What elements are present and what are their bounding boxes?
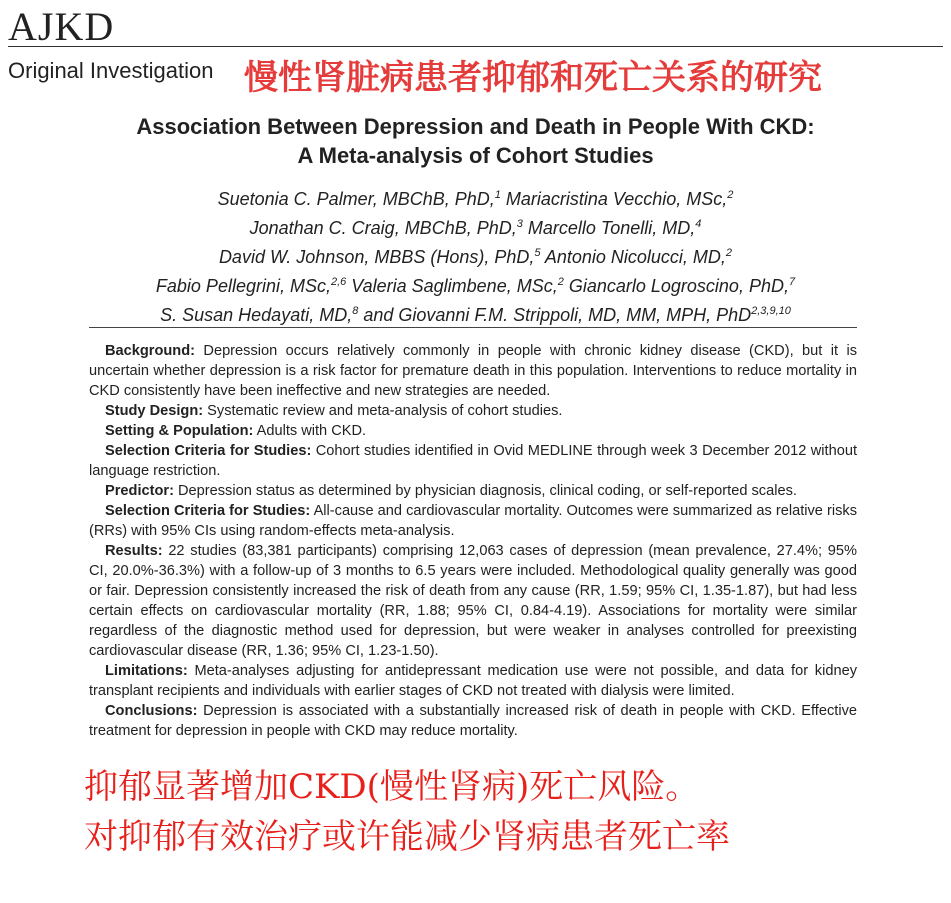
author-line-5 bbox=[0, 299, 951, 328]
author-name: Fabio Pellegrini, MSc, bbox=[155, 276, 331, 296]
abstract-results bbox=[89, 541, 857, 661]
abstract bbox=[89, 341, 857, 741]
abstract-text: Depression is associated with a substantially increased risk of death in people with CKD. Effective treatment for depression in people with CKD may reduce mortality. bbox=[89, 703, 857, 739]
author-name: Mariacristina Vecchio, MSc, bbox=[500, 189, 728, 209]
abstract-text: 22 studies (83,381 participants) comprising 12,063 cases of depression (mean prevalence, 27.4%; 95% CI, 20.0%-36.3%) with a follow-up of 3 months to 6.5 years were included. Methodological quality generally was good or fair. Depression consistently increased the risk of death from any cause (RR, 1.59; 95% CI, 1.35-1.87), but had less certain effects on cardiovascular mortality (RR, 1.88; 95% CI, 0.84-4.19). Associations for mortality were similar regardless of the diagnostic method used for depression, but were weaker in analyses controlled for preexisting cardiovascular disease (RR, 1.36; 95% CI, 1.23-1.50). bbox=[89, 543, 857, 659]
abstract-text: Systematic review and meta-analysis of cohort studies. bbox=[203, 403, 563, 419]
abstract-label: Predictor: bbox=[105, 483, 174, 499]
author-name: Jonathan C. Craig, MBChB, PhD, bbox=[249, 218, 517, 238]
author-line-2 bbox=[0, 212, 951, 241]
abstract-text: Meta-analyses adjusting for antidepressant medication use were not possible, and data for kidney transplant recipients and individuals with earlier stages of CKD not treated with dialysis were limited. bbox=[89, 663, 857, 699]
author-affiliation: 2,3,9,10 bbox=[751, 305, 791, 317]
abstract-text: Adults with CKD. bbox=[253, 423, 367, 439]
article-title-line-2: A Meta-analysis of Cohort Studies bbox=[297, 143, 654, 168]
abstract-label: Selection Criteria for Studies: bbox=[105, 503, 311, 519]
abstract-predictor bbox=[89, 481, 857, 501]
abstract-setting bbox=[89, 421, 857, 441]
author-affiliation: 2,6 bbox=[330, 276, 347, 288]
author-name: Giancarlo Logroscino, PhD, bbox=[563, 276, 789, 296]
article-title bbox=[0, 112, 951, 170]
author-affiliation: 2 bbox=[727, 189, 734, 201]
author-name: Valeria Saglimbene, MSc, bbox=[346, 276, 558, 296]
author-affiliation: 2 bbox=[725, 247, 733, 259]
author-affiliation: 5 bbox=[534, 247, 541, 259]
author-affiliation: 7 bbox=[788, 276, 796, 288]
article-title-line-1: Association Between Depression and Death in People With CKD: bbox=[136, 114, 815, 139]
abstract-conclusions bbox=[89, 701, 857, 741]
abstract-selection-criteria bbox=[89, 441, 857, 481]
abstract-text: Depression occurs relatively commonly in people with chronic kidney disease (CKD), but it is uncertain whether depression is a risk factor for premature death in this population. Interventions to reduce mortality in CKD consistently have been ineffective and new strategies are needed. bbox=[89, 343, 857, 399]
chinese-summary-overlay bbox=[84, 762, 730, 862]
abstract-label: Setting & Population: bbox=[105, 423, 254, 439]
abstract-outcomes bbox=[89, 501, 857, 541]
chinese-summary-line-2: 对抑郁有效治疗或许能减少肾病患者死亡率 bbox=[84, 817, 730, 857]
abstract-study-design bbox=[89, 401, 857, 421]
abstract-text: All-cause and cardiovascular mortality. Outcomes were summarized as relative risks (RRs) with 95% CIs using random-effects meta-analysis. bbox=[89, 503, 858, 539]
abstract-label: Limitations: bbox=[105, 663, 188, 679]
author-line-1 bbox=[0, 183, 951, 212]
journal-logo: AJKD bbox=[8, 4, 115, 49]
author-name: Suetonia C. Palmer, MBChB, PhD, bbox=[217, 189, 495, 209]
chinese-title-overlay: 慢性肾脏病患者抑郁和死亡关系的研究 bbox=[244, 58, 822, 98]
header-divider bbox=[8, 46, 943, 47]
author-name: David W. Johnson, MBBS (Hons), PhD, bbox=[218, 247, 535, 267]
author-name: S. Susan Hedayati, MD, bbox=[160, 305, 353, 325]
author-name: Antonio Nicolucci, MD, bbox=[540, 247, 726, 267]
author-line-4 bbox=[0, 270, 951, 299]
abstract-label: Study Design: bbox=[105, 403, 204, 419]
author-name: Marcello Tonelli, MD, bbox=[522, 218, 696, 238]
abstract-text: Cohort studies identified in Ovid MEDLINE through week 3 December 2012 without language restriction. bbox=[89, 443, 857, 479]
author-affiliation: 2 bbox=[557, 276, 564, 288]
author-line-3 bbox=[0, 241, 951, 270]
abstract-label: Results: bbox=[105, 543, 163, 559]
abstract-limitations bbox=[89, 661, 857, 701]
abstract-background bbox=[89, 341, 857, 401]
abstract-text: Depression status as determined by physician diagnosis, clinical coding, or self-reported scales. bbox=[173, 483, 797, 499]
author-affiliation: 1 bbox=[494, 189, 501, 201]
abstract-label: Selection Criteria for Studies: bbox=[105, 443, 312, 459]
author-affiliation: 4 bbox=[695, 218, 702, 230]
chinese-summary-line-1: 抑郁显著增加CKD(慢性肾病)死亡风险。 bbox=[84, 767, 700, 807]
abstract-label: Background: bbox=[105, 343, 195, 359]
author-affiliation: 8 bbox=[352, 305, 359, 317]
author-list bbox=[0, 183, 951, 328]
abstract-divider bbox=[89, 327, 857, 328]
abstract-label: Conclusions: bbox=[105, 703, 198, 719]
author-affiliation: 3 bbox=[516, 218, 523, 230]
author-name: and Giovanni F.M. Strippoli, MD, MM, MPH, PhD bbox=[358, 305, 752, 325]
section-label: Original Investigation bbox=[8, 58, 214, 83]
